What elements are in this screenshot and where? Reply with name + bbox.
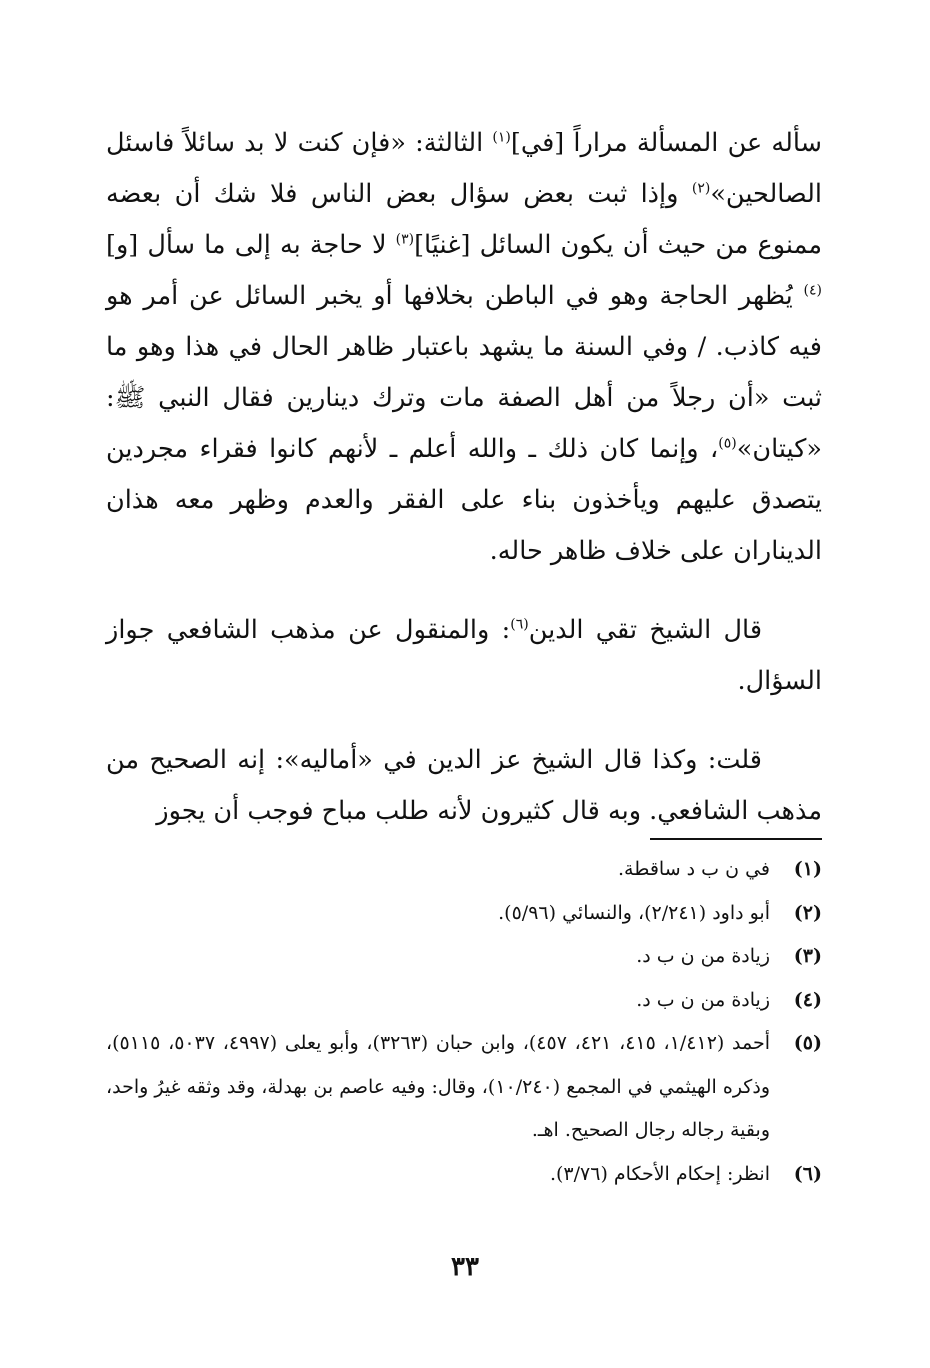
footnote-text: في ن ب د ساقطة. xyxy=(618,858,770,880)
footnote-text: زيادة من ن ب د. xyxy=(636,988,770,1011)
footnote-ref-1[interactable]: (١) xyxy=(492,129,511,146)
paragraph-2 xyxy=(106,605,822,707)
footnote-ref-3[interactable]: (٣) xyxy=(395,231,415,248)
footnote-6 xyxy=(106,1153,822,1197)
footnote-ref-5[interactable]: (٥) xyxy=(718,435,737,452)
footnote-number: (٥) xyxy=(793,1032,822,1054)
footnote-number: (٣) xyxy=(793,945,822,967)
paragraph-3: قلت: وكذا قال الشيخ عز الدين في «أماليه»: إنه الصحيح من مذهب الشافعي. وبه قال كثيرون لأنه طلب مباح فوجب أن يجوز xyxy=(106,745,822,826)
footnote-4 xyxy=(106,979,822,1023)
footnote-text: أحمد (١/٤١٢، ٤١٥، ٤٢١، ٤٥٧)، وابن حبان (٣٢٦٣)، وأبو يعلى (٤٩٩٧، ٥٠٣٧، ٥١١٥)، وذكره الهيثمي في المجمع (١٠/٢٤٠)، وقال: وفيه عاصم بن بهدلة، وقد وثقه غيرُ واحد، وبقية رجاله رجال الصحيح. اهـ. xyxy=(106,1032,771,1141)
paragraph-1-part-4: لا حاجة به إلى ما سأل [و] xyxy=(106,230,396,260)
paragraph-1-part-5: يُظهر الحاجة وهو في الباطن بخلافها أو يخبر السائل عن أمر هو فيه كاذب. / وفي السنة ما يشهد باعتبار ظاهر الحال في هذا وهو ما ثبت «أن رجلاً من أهل الصفة مات وترك دينارين فقال النبي ﷺ: «كيتان» xyxy=(106,281,822,464)
main-text xyxy=(106,118,822,837)
footnote-number: (٤) xyxy=(793,988,822,1011)
paragraph-1-part-2: الثالثة: «فإن كنت لا بد سائلاً فاسئل الصالحين» xyxy=(106,128,822,209)
footnotes xyxy=(106,848,822,1196)
footnote-5 xyxy=(106,1022,822,1153)
paragraph-1-part-6: ، وإنما كان ذلك ـ والله أعلم ـ لأنهم كانوا فقراء مجردين يتصدق عليهم ويأخذون بناء على الفقر والعدم وظهر معه هذان الديناران على خلاف ظاهر حاله. xyxy=(106,434,822,566)
paragraph-1-part-3: وإذا ثبت بعض سؤال بعض الناس فلا شك أن بعضه ممنوع من حيث أن يكون السائل [غنيًا] xyxy=(106,179,823,260)
footnote-ref-4[interactable]: (٤) xyxy=(803,282,822,299)
paragraph-1-part-1: سأله عن المسألة مراراً [في] xyxy=(510,128,822,158)
footnote-text: أبو داود (٢/٢٤١)، والنسائي (٥/٩٦). xyxy=(498,901,770,924)
footnote-number: (٦) xyxy=(793,1162,822,1185)
paragraph-2-part-2: : والمنقول عن مذهب الشافعي جواز السؤال. xyxy=(106,615,822,696)
footnote-1 xyxy=(106,848,822,892)
footnote-number: (١) xyxy=(793,858,822,880)
footnote-2 xyxy=(106,892,822,936)
paragraph-2-part-1: قال الشيخ تقي الدين xyxy=(528,615,763,645)
page-number: ٣٣ xyxy=(451,1252,479,1282)
footnote-text: انظر: إحكام الأحكام (٣/٧٦). xyxy=(549,1162,770,1185)
footnote-text: زيادة من ن ب د. xyxy=(636,945,770,967)
footnote-number: (٢) xyxy=(793,901,822,924)
footnote-divider xyxy=(650,838,822,840)
footnote-ref-2[interactable]: (٢) xyxy=(691,180,711,197)
footnote-ref-6[interactable]: (٦) xyxy=(510,616,529,633)
footnote-3 xyxy=(106,935,822,979)
paragraph-1 xyxy=(106,118,822,577)
